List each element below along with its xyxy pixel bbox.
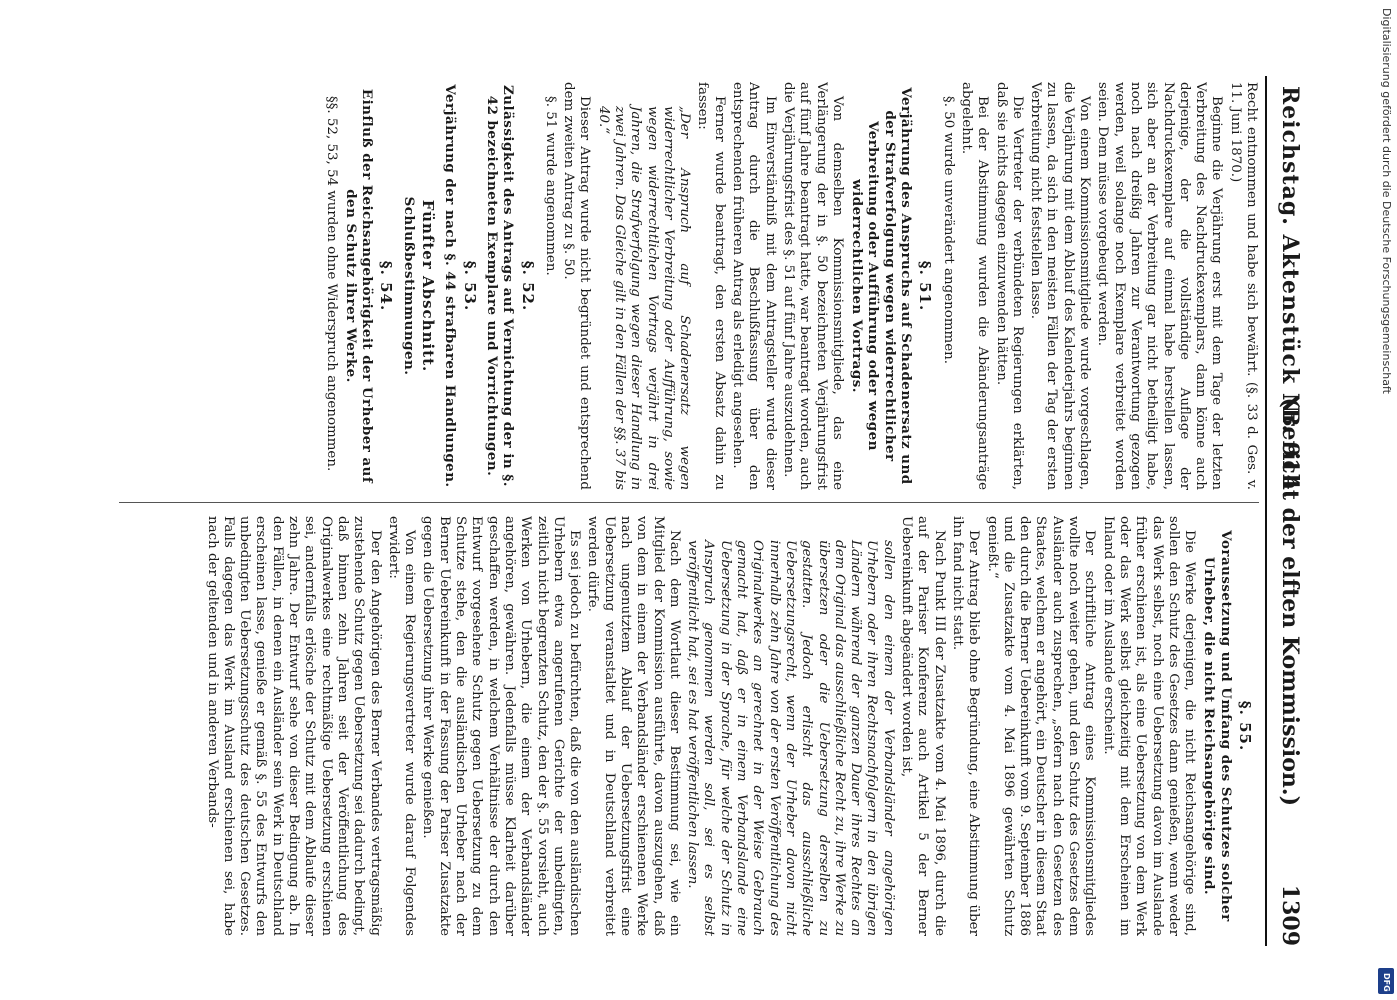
column-divider xyxy=(119,502,1259,503)
paragraph: §. 51 wurde angenommen. xyxy=(542,96,558,276)
paragraph: Nach dem Wortlaut dieser Bestimmung sei, wie ein Mitglied der Kommission ausführte, davon auszugehen, daß von dem in einem der Verbandsländer erschienenen Werke nach ungenutztem Ablauf der Uebersetzungsfrist eine Uebersetzung veranstaltet und in Deutschland verbreitet werden dürfe. xyxy=(585,516,682,936)
quoted-amendment: „Der Anspruch auf Schadenersatz wegen widerrechtlicher Verbreitung oder Aufführung, sowie wegen widerrechtlichen Vortrags verjährt in drei Jahren, die Strafverfolgung wegen dieser Handlung in zwei Jahren. Das Gleiche gilt in den Fällen der §§. 37 bis 40.“ xyxy=(595,106,693,490)
paragraph: Der schriftliche Antrag eines Kommissionsmitgliedes wollte noch weiter gehen, und den Schutz des Gesetzes dem Ausländer auch zusprechen, „sofern nach den Gesetzen des Staates, welchem er angehört, ein Deutscher in diesem Staat den durch die Berner Uebereinkunft vom 9. September 1886 und die Zusatzakte vom 4. Mai 1896 gewährten Schutz genießt.“ xyxy=(984,516,1098,936)
right-column xyxy=(109,516,1259,936)
page-number: 1309 xyxy=(1277,884,1303,946)
paragraph: Ferner wurde beantragt, den ersten Absatz dahin zu fassen: xyxy=(695,82,727,490)
paragraph: Der Antrag blieb ohne Begründung, eine Abstimmung über ihn fand nicht statt. xyxy=(949,516,982,936)
paragraph: Der den Angehörigen des Berner Verbandes vertragsmäßig zustehende Schutz gegen Uebersetzung sei dadurch bedingt, daß binnen zehn Jahren seit der Veröffentlichung des Originalwerkes eine rechtmäßige Uebersetzung erschienen sei, andernfalls erlösche der Schutz mit dem Ablaufe dieser zehn Jahre. Der Entwurf sehe von dieser Bedingung ab. In den Fällen, in denen ein Ausländer sein Werk in Deutschland erscheinen lasse, genieße er gemäß §. 55 des Entwurfs den unbedingten Uebersetzungsschutz des deutschen Gesetzes. Falls dagegen das Werk im Ausland erschienen sei, habe nach der geltenden und in anderen Verbands- xyxy=(204,516,383,936)
header-rule xyxy=(1265,76,1267,946)
section-subtitle: Verjährung der nach §. 44 strafbaren Handlungen. xyxy=(442,84,459,488)
newspaper-page xyxy=(94,76,1309,946)
paragraph: Die Vertreter der verbündeten Regierungen erklärten, daß sie nichts dagegen einzuwenden hätten. xyxy=(993,82,1025,490)
paragraph: Von demselben Kommissionsmitgliede, das eine Verlängerung der in §. 50 bezeichneten Verjährungsfrist auf fünf Jahre beantragt hatte, war beantragt worden, auch die Verjährungsfrist des §. 51 auf fünf Jahre auszudehnen. xyxy=(780,82,845,490)
section-heading: §. 53. xyxy=(460,260,479,312)
chapter-subtitle: Schlußbestimmungen. xyxy=(400,196,417,376)
page-header xyxy=(1269,76,1309,946)
paragraph: Nach Punkt III der Zusatzakte vom 4. Mai 1896, durch die auf der Pariser Konferenz auch Artikel 5 der Berner Uebereinkunft abgeändert worden ist, xyxy=(899,516,947,936)
section-heading: §. 51. xyxy=(916,260,935,312)
paragraph: Bei der Abstimmung wurden die Abänderungsanträge abgelehnt. xyxy=(958,82,991,490)
paragraph: §§. 52, 53, 54 wurden ohne Widerspruch angenommen. xyxy=(323,96,339,472)
chapter-heading: Fünfter Abschnitt. xyxy=(419,199,438,373)
paragraph: Von einem Kommissionsmitgliede wurde vorgeschlagen, die Verjährung mit dem Ablauf des Kalenderjahrs beginnen zu lassen, da sich in den meisten Fällen der Tag der ersten Verbreitung nicht feststellen lasse. xyxy=(1028,82,1093,490)
paragraph: Im Einverständniß mit dem Antragsteller wurde dieser Antrag durch die Beschlußfassung über den entsprechenden früheren Antrag als erledigt angesehen. xyxy=(730,82,778,490)
left-column xyxy=(109,82,1259,490)
quoted-provision: sollen den einem der Verbandsländer angehörigen Urhebern oder ihren Rechtsnachfolgern in den übrigen Ländern während der ganzen Dauer ihres Rechtes an dem Original das ausschließliche Recht zu, ihre Werke zu übersetzen oder die Uebersetzung derselben zu gestatten. Jedoch erlischt das ausschließliche Uebersetzungsrecht, wenn der Urheber davon nicht innerhalb zehn Jahre von der ersten Veröffentlichung des Originalwerkes an gerechnet in der Weise Gebrauch gemacht hat, daß er in einem Verbandslande eine Uebersetzung in der Sprache, für welche der Schutz in Anspruch genommen werden soll, sei es selbst veröffentlicht hat, sei es hat veröffentlichen lassen. xyxy=(685,540,896,936)
paragraph: Recht entnommen und habe sich bewährt. (§. 33 d. Ges. v. 11. Juni 1870.) xyxy=(1227,82,1259,490)
paragraph: Dieser Antrag wurde nicht begründet und entsprechend dem zweiten Antrag zu §. 50. xyxy=(561,82,593,490)
header-title: Reichstag. Aktenstück Nr. 914. xyxy=(1277,86,1303,500)
section-subtitle: Zulässigkeit des Antrags auf Vernichtung der in §. 42 bezeichneten Exemplare und Vorrichtungen. xyxy=(483,85,517,487)
paragraph: §. 50 wurde unverändert angenommen. xyxy=(940,96,956,365)
dfg-logo xyxy=(1378,968,1394,994)
section-subtitle: Voraussetzung und Umfang des Schutzes solcher Urheber, die nicht Reichsangehörige sind. xyxy=(1201,530,1234,922)
paragraph: Die Werke derjenigen, die nicht Reichsangehörige sind, sollen den Schutz des Gesetzes dann genießen, wenn weder das Werk selbst, noch eine Uebersetzung davon im Auslande früher erschienen ist, als eine Uebersetzung von dem Werk oder das Werk selbst gleichzeitig mit dem Erscheinen im Inland oder im Auslande erscheint. xyxy=(1100,516,1198,936)
paragraph: Von einem Regierungsvertreter wurde darauf Folgendes erwidert: xyxy=(385,516,418,936)
section-subtitle: Verjährung des Anspruchs auf Schadenersatz und der Strafverfolgung wegen widerrechtlicher Verbreitung oder Aufführung oder wegen widerrechtlichen Vortrags. xyxy=(849,87,915,485)
digitization-credit: Digitalisierung gefördert durch die Deutsche Forschungsgemeinschaft xyxy=(1380,8,1393,394)
paragraph: Beginne die Verjährung erst mit dem Tage der letzten Verbreitung des Nachdruckexemplars, dann könne auch derjenige, der die vollständige Auflage der Nachdruckexemplare auf einmal habe herstellen lassen, sich aber an der Verbreitung gar nicht betheiligt habe, noch nach dreißig Jahren zur Verantwortung gezogen werden, weil solange noch Exemplare verbreitet worden seien. Dem müsse vorgebeugt werden. xyxy=(1095,82,1225,490)
dfg-logo-text: DFG xyxy=(1382,973,1391,992)
section-heading: §. 55. xyxy=(1236,700,1254,752)
section-heading: §. 54. xyxy=(377,260,396,312)
paragraph: Es sei jedoch zu befürchten, daß die von den ausländischen Urhebern etwa angerufenen Gerichte der unbedingten, zeitlich nicht begrenzten Schutz, den der §. 55 vorsieht, auch Werken von Urhebern, die einem der Verbandsländer angehören, gewähren. Jedenfalls müsse Klarheit darüber geschaffen werden, in welchem Verhältnisse der durch den Entwurf vorgesehene Schutz gegen Uebersetzung zu dem Schutze stehe, den die ausländischen Urheber nach der Berner Uebereinkunft in der Fassung der Pariser Zusatzakte gegen die Uebersetzung ihrer Werke genießen. xyxy=(420,516,583,936)
section-heading: §. 52. xyxy=(518,260,537,312)
header-subtitle: (Bericht der elften Kommission.) xyxy=(1277,397,1303,806)
section-subtitle: Einfluß der Reichsangehörigkeit der Urheber auf den Schutz ihrer Werke. xyxy=(342,88,376,484)
